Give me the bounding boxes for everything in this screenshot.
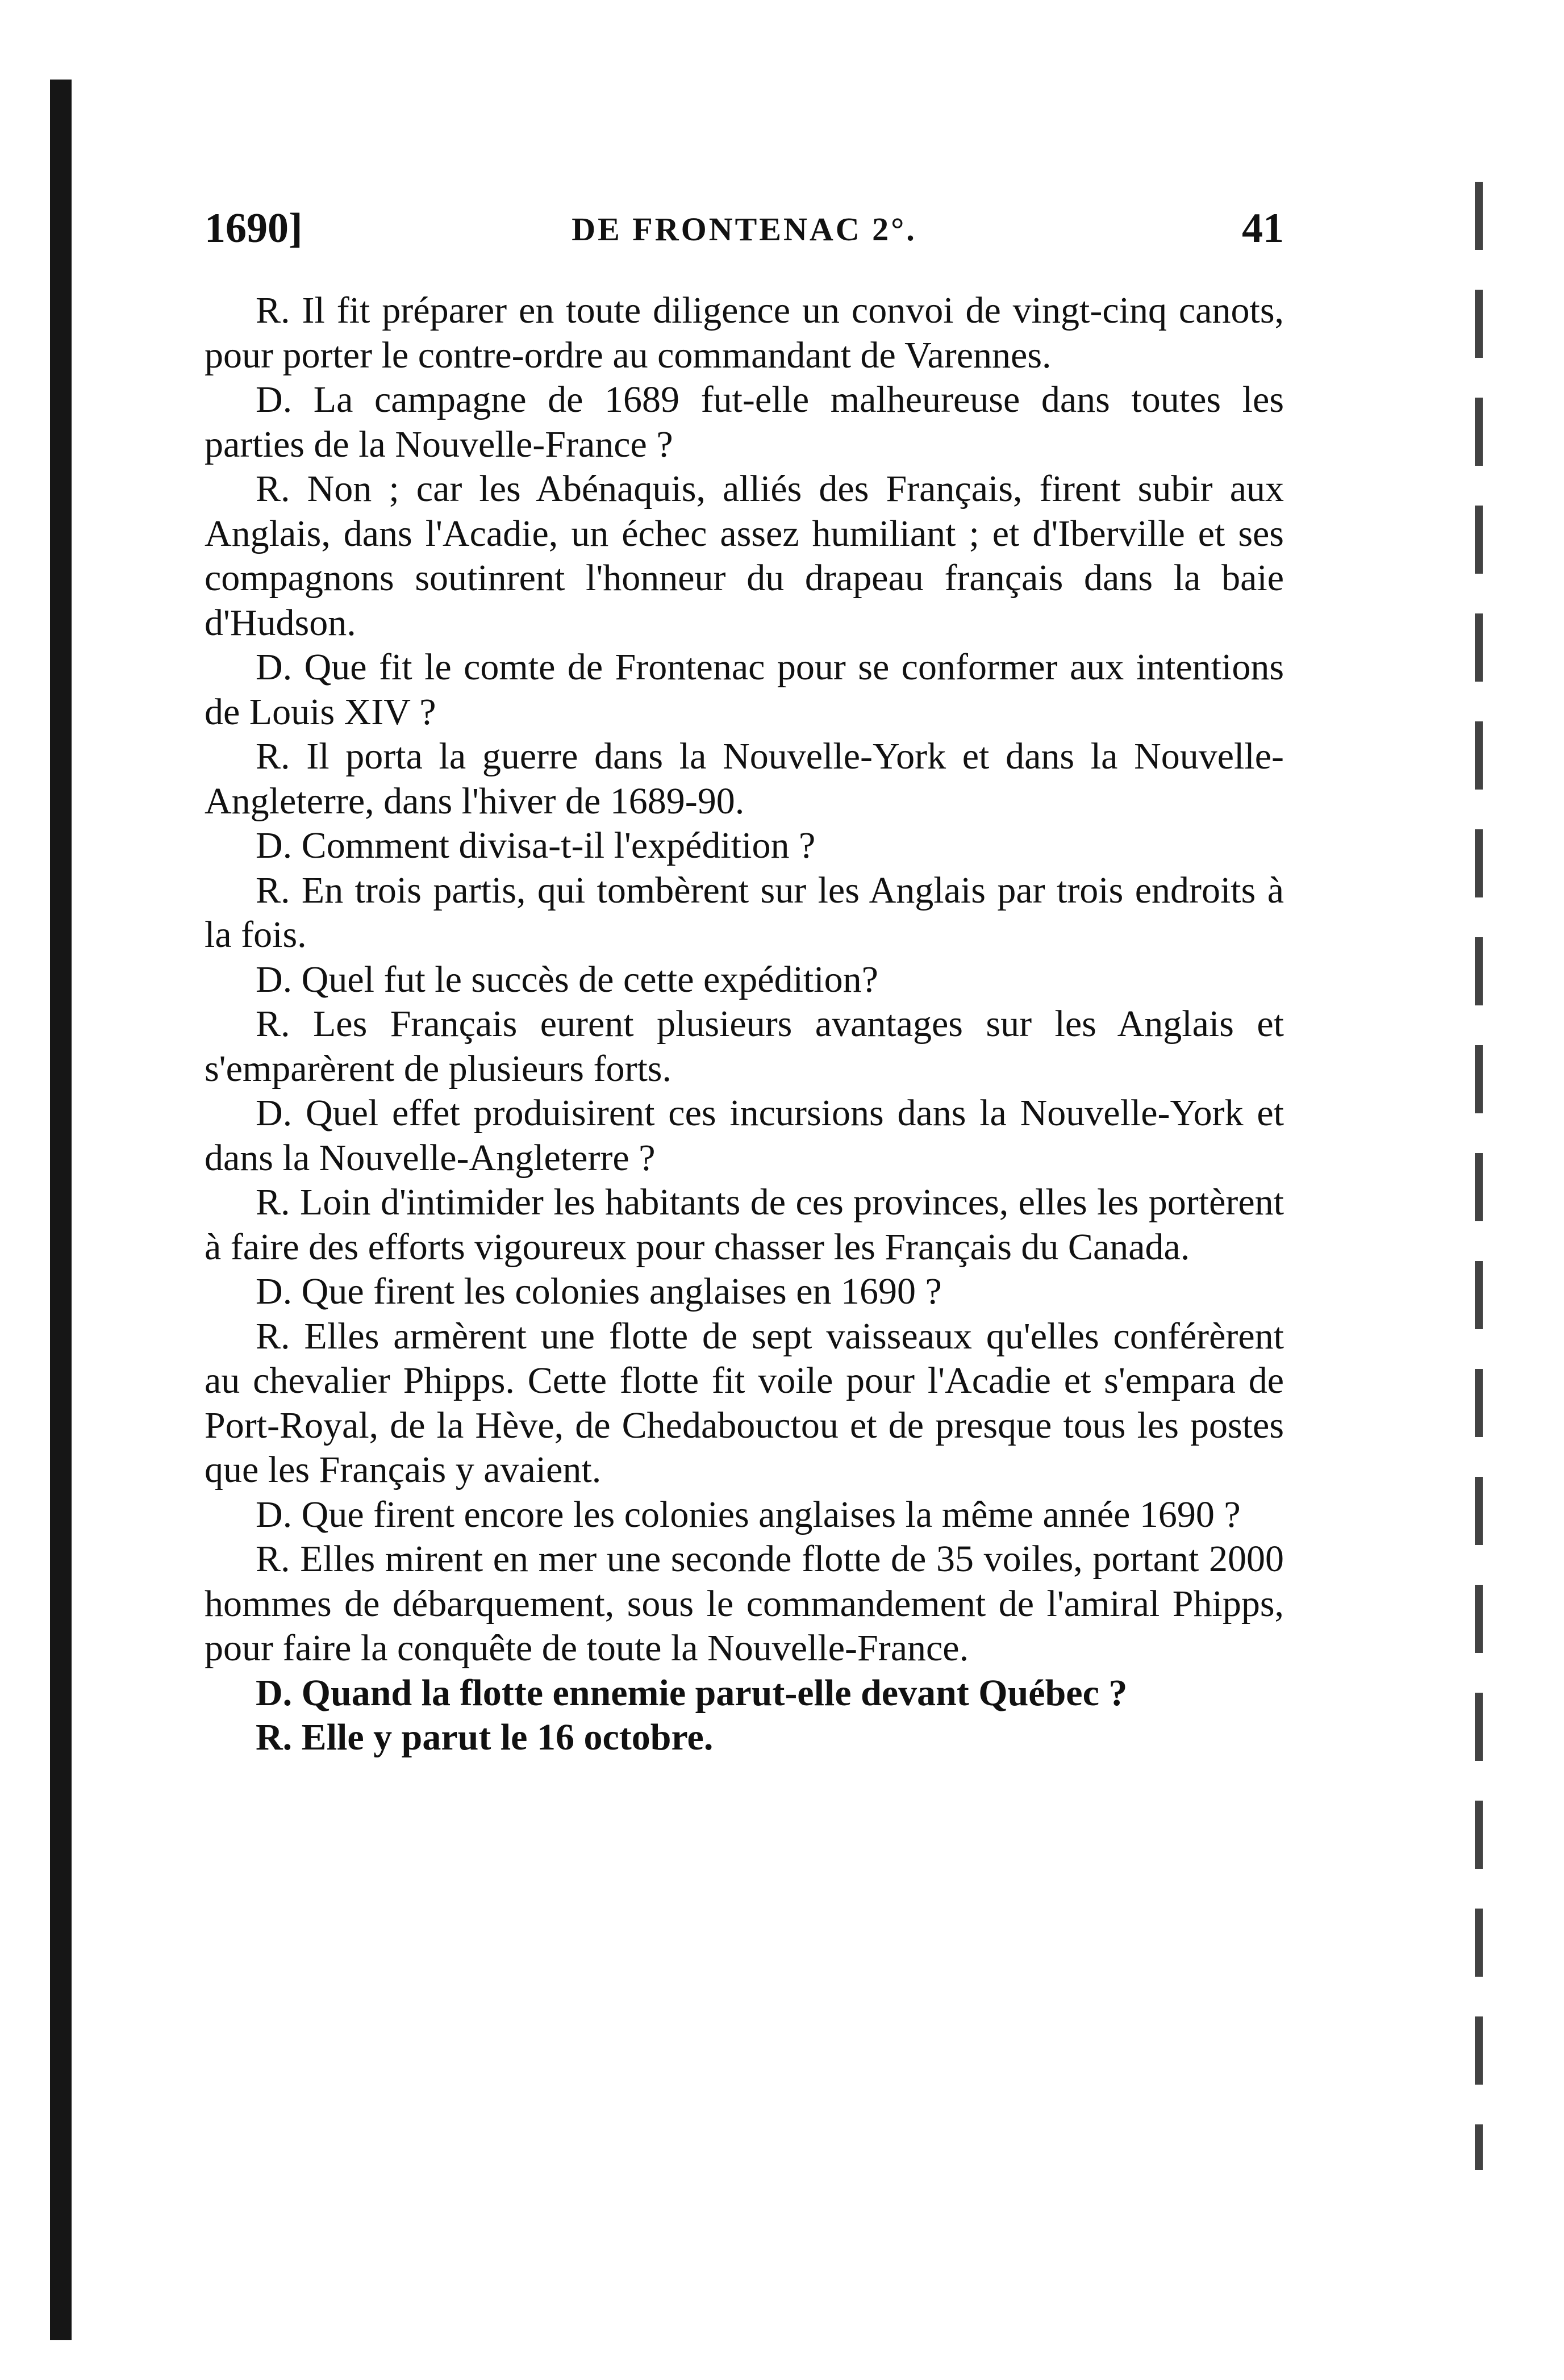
paragraph-text: Quel effet produisirent ces incursions dans la Nouvelle-York et dans la Nouvelle-Angleterre ? [205, 1092, 1284, 1179]
speaker-marker: R. [256, 869, 290, 911]
paragraph-text: Loin d'intimider les habitants de ces provinces, elles les portèrent à faire des efforts vigoureux pour chasser les Français du Canada. [205, 1181, 1284, 1268]
speaker-marker: R. [256, 1003, 290, 1045]
paragraph-text: Elles armèrent une flotte de sept vaisseaux qu'elles conférèrent au chevalier Phipps. Cette flotte fit voile pour l'Acadie et s'empara de Port-Royal, de la Hève, de Chedabouctou et de presque tous les postes que les Français y avaient. [205, 1315, 1284, 1490]
running-head [205, 204, 1284, 267]
answer-paragraph [205, 1715, 1284, 1760]
scan-binding-edge [50, 80, 72, 2340]
paragraph-text: Les Français eurent plusieurs avantages sur les Anglais et s'emparèrent de plusieurs forts. [205, 1003, 1284, 1089]
question-paragraph [205, 824, 1284, 869]
answer-paragraph [205, 1002, 1284, 1091]
paragraph-text: Non ; car les Abénaquis, alliés des Français, firent subir aux Anglais, dans l'Acadie, un échec assez humiliant ; et d'Iberville et ses compagnons soutinrent l'honneur du drapeau français dans la baie d'Hudson. [205, 468, 1284, 644]
paragraph-text: Comment divisa-t-il l'expédition ? [301, 825, 816, 866]
speaker-marker: D. [256, 958, 293, 1000]
book-page [205, 204, 1284, 2158]
question-paragraph [205, 958, 1284, 1003]
question-paragraph [205, 645, 1284, 734]
paragraph-text: Que firent encore les colonies anglaises la même année 1690 ? [301, 1493, 1241, 1535]
speaker-marker: R. [256, 290, 290, 331]
paragraph-text: Il porta la guerre dans la Nouvelle-York et dans la Nouvelle-Angleterre, dans l'hiver de 1689-90. [205, 736, 1284, 822]
speaker-marker: D. [256, 825, 293, 866]
scan-edge-marks [1475, 182, 1483, 2170]
paragraph-text: La campagne de 1689 fut-elle malheureuse dans toutes les parties de la Nouvelle-France ? [205, 379, 1284, 465]
speaker-marker: D. [256, 646, 293, 688]
paragraph-text: En trois partis, qui tombèrent sur les Anglais par trois endroits à la fois. [205, 869, 1284, 955]
question-paragraph [205, 378, 1284, 467]
paragraph-text: Quand la flotte ennemie parut-elle devant Québec ? [301, 1672, 1128, 1714]
speaker-marker: R. [256, 736, 290, 777]
speaker-marker: D. [256, 1271, 293, 1312]
answer-paragraph [205, 1314, 1284, 1493]
speaker-marker: R. [256, 468, 290, 510]
running-head-title: DE FRONTENAC 2°. [572, 211, 917, 248]
speaker-marker: R. [256, 1315, 290, 1357]
paragraph-text: Que fit le comte de Frontenac pour se conformer aux intentions de Louis XIV ? [205, 646, 1284, 733]
paragraph-text: Il fit préparer en toute diligence un convoi de vingt-cinq canots, pour porter le contre-ordre au commandant de Varennes. [205, 290, 1284, 376]
answer-paragraph [205, 734, 1284, 824]
speaker-marker: D. [256, 1092, 293, 1134]
answer-paragraph [205, 1537, 1284, 1671]
answer-paragraph [205, 467, 1284, 645]
speaker-marker: D. [256, 379, 293, 420]
speaker-marker: R. [256, 1181, 290, 1223]
paragraph-text: Elles mirent en mer une seconde flotte de 35 voiles, portant 2000 hommes de débarquement, sous le commandement de l'amiral Phipps, pour faire la conquête de toute la Nouvelle-France. [205, 1538, 1284, 1669]
paragraph-text: Quel fut le succès de cette expédition? [301, 958, 878, 1000]
answer-paragraph [205, 289, 1284, 378]
running-head-year: 1690] [205, 205, 303, 252]
page-number: 41 [1242, 205, 1284, 252]
paragraph-text: Que firent les colonies anglaises en 1690 ? [301, 1271, 942, 1312]
question-paragraph [205, 1671, 1284, 1716]
answer-paragraph [205, 1180, 1284, 1270]
speaker-marker: R. [256, 1717, 293, 1758]
speaker-marker: D. [256, 1493, 293, 1535]
paragraph-text: Elle y parut le 16 octobre. [301, 1717, 714, 1758]
question-paragraph [205, 1091, 1284, 1180]
speaker-marker: D. [256, 1672, 293, 1714]
answer-paragraph [205, 869, 1284, 958]
speaker-marker: R. [256, 1538, 290, 1580]
question-answer-text [205, 289, 1284, 1760]
question-paragraph [205, 1270, 1284, 1314]
question-paragraph [205, 1493, 1284, 1538]
